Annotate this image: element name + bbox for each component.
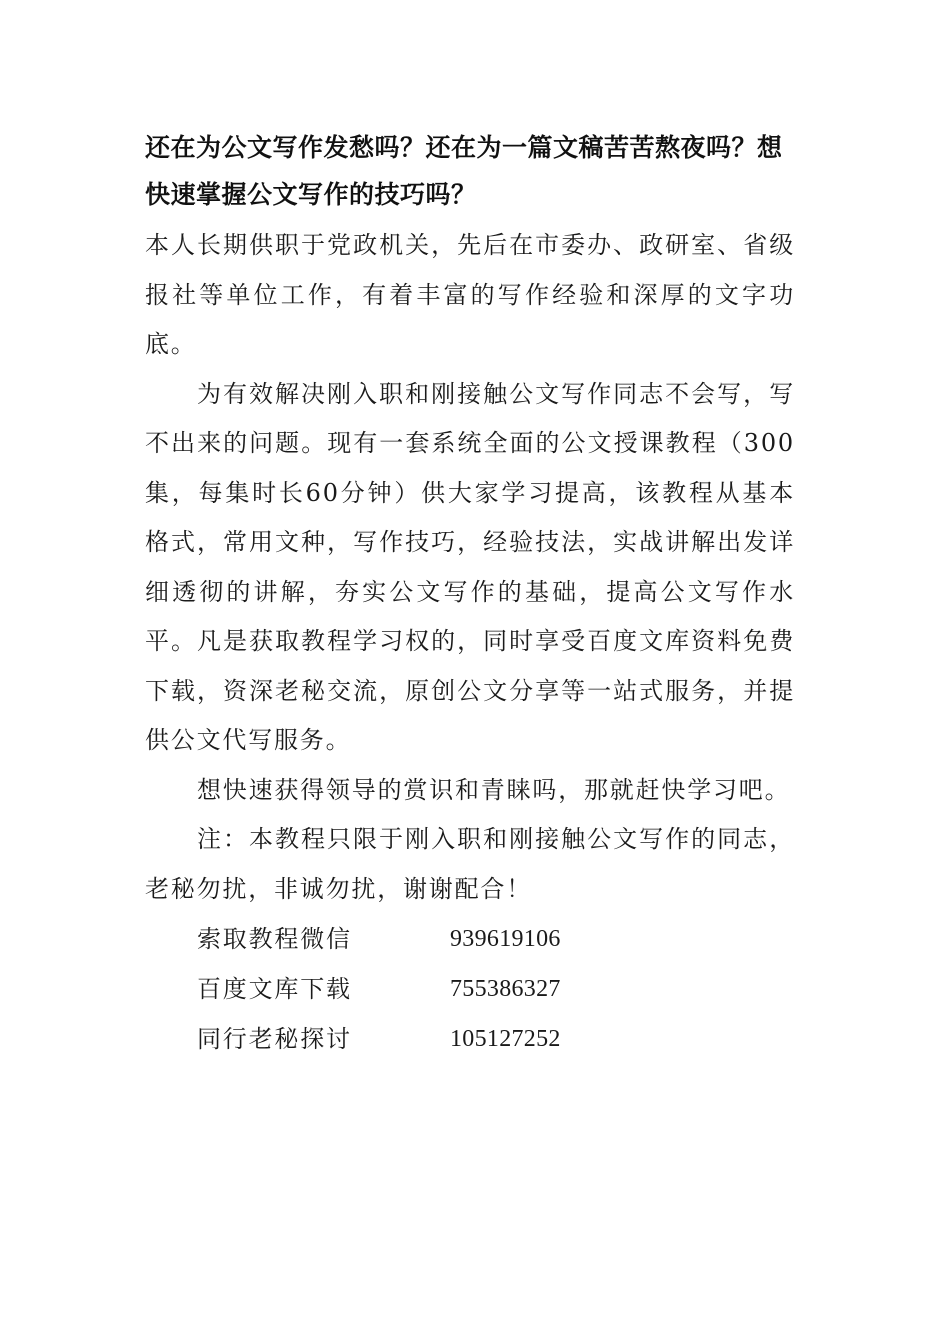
contact-label: 索取教程微信 [197,925,352,953]
contact-row [145,914,795,964]
contact-value: 105127252 [450,1026,561,1052]
document-heading: 还在为公文写作发愁吗？还在为一篇文稿苦苦熬夜吗？想快速掌握公文写作的技巧吗？ [145,133,783,209]
contact-value: 755386327 [450,976,561,1002]
course-paragraph: 为有效解决刚入职和刚接触公文写作同志不会写，写不出来的问题。现有一套系统全面的公文授课教程（300集，每集时长60分钟）供大家学习提高，该教程从基本格式，常用文种，写作技巧，经验技法，实战讲解出发详细透彻的讲解，夯实公文写作的基础，提高公文写作水平。凡是获取教程学习权的，同时享受百度文库资料免费下载，资深老秘交流，原创公文分享等一站式服务，并提供公文代写服务。 [145,379,795,754]
contact-row [145,964,795,1014]
contact-row [145,1014,795,1064]
document-body [145,124,795,1064]
contact-label: 百度文库下载 [197,975,352,1003]
note-paragraph: 注：本教程只限于刚入职和刚接触公文写作的同志，老秘勿扰，非诚勿扰，谢谢配合！ [145,825,795,903]
call-to-action-paragraph: 想快速获得领导的赏识和青睐吗，那就赶快学习吧。 [197,775,791,804]
contact-value: 939619106 [450,926,561,952]
intro-paragraph: 本人长期供职于党政机关，先后在市委办、政研室、省级报社等单位工作，有着丰富的写作经验和深厚的文字功底。 [145,231,795,358]
contact-label: 同行老秘探讨 [197,1025,352,1053]
contact-list [145,914,795,1064]
